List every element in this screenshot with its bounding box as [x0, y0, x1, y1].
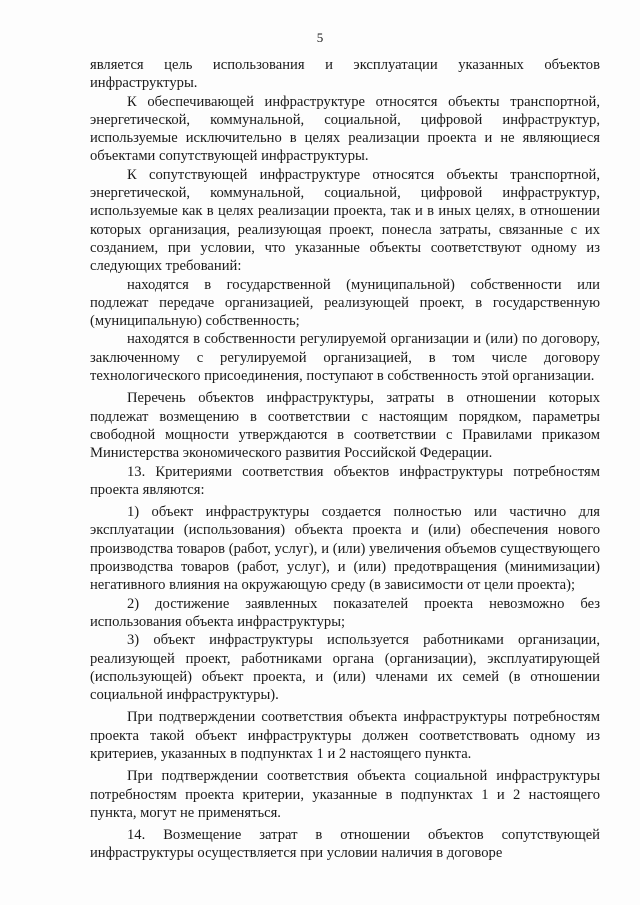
page-number: 5	[316, 30, 324, 45]
paragraph-section-13: 13. Критериями соответствия объектов инфраструктуры потребностям проекта являются:	[90, 463, 600, 498]
paragraph-accompanying-infrastructure: К сопутствующей инфраструктуре относятся объекты транспортной, энергетической, коммунальной, социальной, цифровой инфраструктур, используемые как в целях реализации проекта, так и в иных целях, в отношении которых организация, реализующая проект, понесла затраты, связанные с их созданием, при условии, что указанные объекты соответствуют одному из следующих требований:	[90, 166, 600, 275]
paragraph-criterion-3: 3) объект инфраструктуры используется работниками организации, реализующей проект, работниками органа (организации), эксплуатирующей (использующей) объект проекта, и (или) членами их семей (в отношении социальной инфраструктуры).	[90, 632, 600, 704]
paragraph-social-infrastructure: При подтверждении соответствия объекта социальной инфраструктуры потребностям проекта критерии, указанные в подпунктах 1 и 2 настоящего пункта, могут не применяться.	[90, 768, 600, 821]
paragraph-criterion-2: 2) достижение заявленных показателей проекта невозможно без использования объекта инфраструктуры;	[90, 595, 600, 630]
paragraph-regulated-organization: находятся в собственности регулируемой организации и (или) по договору, заключенному с регулируемой организацией, в том числе договору технологического присоединения, поступают в собственность этой организации.	[90, 331, 600, 385]
paragraph-infrastructure-list: Перечень объектов инфраструктуры, затраты в отношении которых подлежат возмещению в соответствии с настоящим порядком, параметры свободной мощности утверждаются в соответствии с Правилами приказом Министерства экономического развития Российской Федерации.	[90, 390, 600, 462]
paragraph-section-14: 14. Возмещение затрат в отношении объектов сопутствующей инфраструктуры осуществляется при условии наличия в договоре	[90, 827, 600, 862]
document-body	[90, 56, 600, 863]
paragraph-continuation: является цель использования и эксплуатации указанных объектов инфраструктуры.	[90, 57, 600, 92]
paragraph-state-ownership: находятся в государственной (муниципальной) собственности или подлежат передаче организацией, реализующей проект, в государственную (муниципальную) собственность;	[90, 276, 600, 330]
paragraph-criterion-1: 1) объект инфраструктуры создается полностью или частично для эксплуатации (использования) объекта проекта и (или) обеспечения нового производства товаров (работ, услуг), и (или) увеличения объемов существующего производства товаров (работ, услуг), и (или) предотвращения (минимизации) негативного влияния на окружающую среду (в зависимости от цели проекта);	[90, 504, 600, 594]
paragraph-supporting-infrastructure: К обеспечивающей инфраструктуре относятся объекты транспортной, энергетической, коммунальной, социальной, цифровой инфраструктур, используемые исключительно в целях реализации проекта и не являющиеся объектами сопутствующей инфраструктуры.	[90, 93, 600, 165]
paragraph-confirmation-criteria: При подтверждении соответствия объекта инфраструктуры потребностям проекта такой объект инфраструктуры должен соответствовать одному из критериев, указанных в подпунктах 1 и 2 настоящего пункта.	[90, 709, 600, 762]
